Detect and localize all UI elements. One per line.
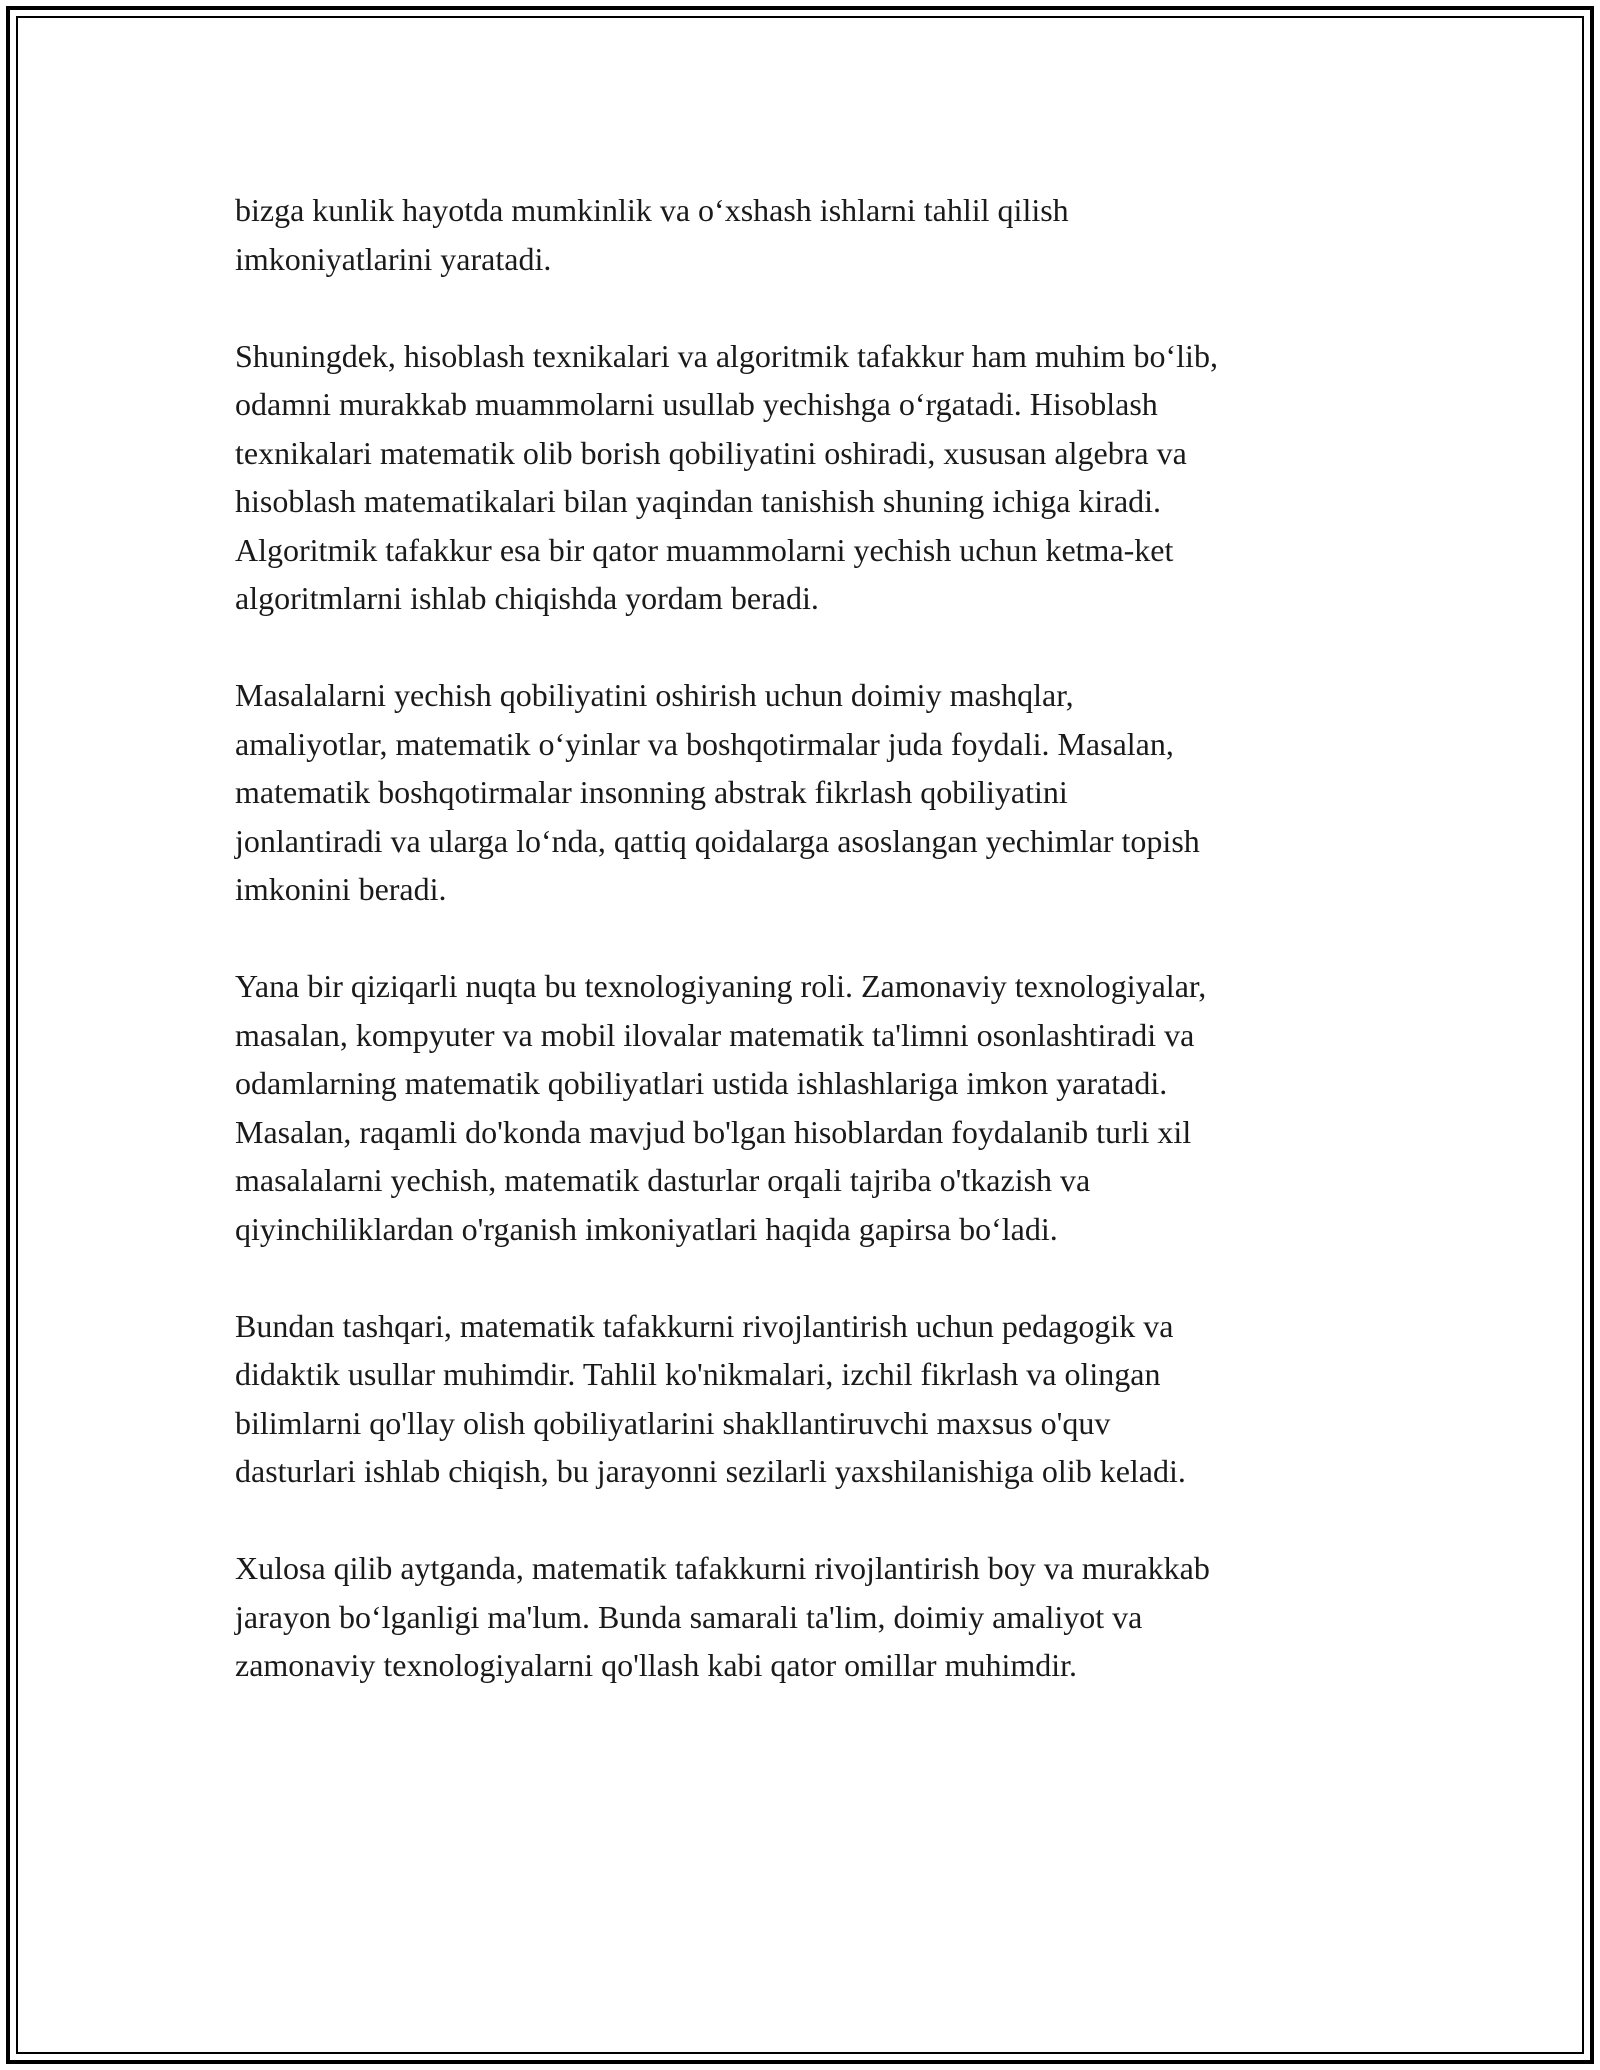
paragraph-3: Masalalarni yechish qobiliyatini oshirish uchun doimiy mashqlar, amaliyotlar, matematik o‘yinlar va boshqotirmalar juda foydali. Masalan, matematik boshqotirmalar insonning abstrak fikrlash qobiliyatini jonlantiradi va ularga lo‘nda, qattiq qoidalarga asoslangan yechimlar topish imkonini beradi. [235, 677, 1200, 907]
paragraph-1: bizga kunlik hayotda mumkinlik va o‘xshash ishlarni tahlil qilish imkoniyatlarini yaratadi. [235, 192, 1069, 277]
paragraph-4: Yana bir qiziqarli nuqta bu texnologiyaning roli. Zamonaviy texnologiyalar, masalan, kompyuter va mobil ilovalar matematik ta'limni osonlashtiradi va odamlarning matematik qobiliyatlari ustida ishlashlariga imkon yaratadi. Masalan, raqamli do'konda mavjud bo'lgan hisoblardan foydalanib turli xil masalalarni yechish, matematik dasturlar orqali tajriba o'tkazish va qiyinchiliklardan o'rganish imkoniyatlari haqida gapirsa bo‘ladi. [235, 968, 1207, 1247]
document-body [235, 186, 1385, 1690]
paragraph-5: Bundan tashqari, matematik tafakkurni rivojlantirish uchun pedagogik va didaktik usullar muhimdir. Tahlil ko'nikmalari, izchil fikrlash va olingan bilimlarni qo'llay olish qobiliyatlarini shakllantiruvchi maxsus o'quv dasturlari ishlab chiqish, bu jarayonni sezilarli yaxshilanishiga olib keladi. [235, 1307, 1186, 1489]
paragraph-2: Shuningdek, hisoblash texnikalari va algoritmik tafakkur ham muhim bo‘lib, odamni murakkab muammolarni usullab yechishga o‘rgatadi. Hisoblash texnikalari matematik olib borish qobiliyatini oshiradi, xususan algebra va hisoblash matematikalari bilan yaqindan tanishish shuning ichiga kiradi. Algoritmik tafakkur esa bir qator muammolarni yechish uchun ketma-ket algoritmlarni ishlab chiqishda yordam beradi. [235, 337, 1218, 616]
paragraph-6: Xulosa qilib aytganda, matematik tafakkurni rivojlantirish boy va murakkab jarayon bo‘lganligi ma'lum. Bunda samarali ta'lim, doimiy amaliyot va zamonaviy texnologiyalarni qo'llash kabi qator omillar muhimdir. [235, 1550, 1210, 1683]
